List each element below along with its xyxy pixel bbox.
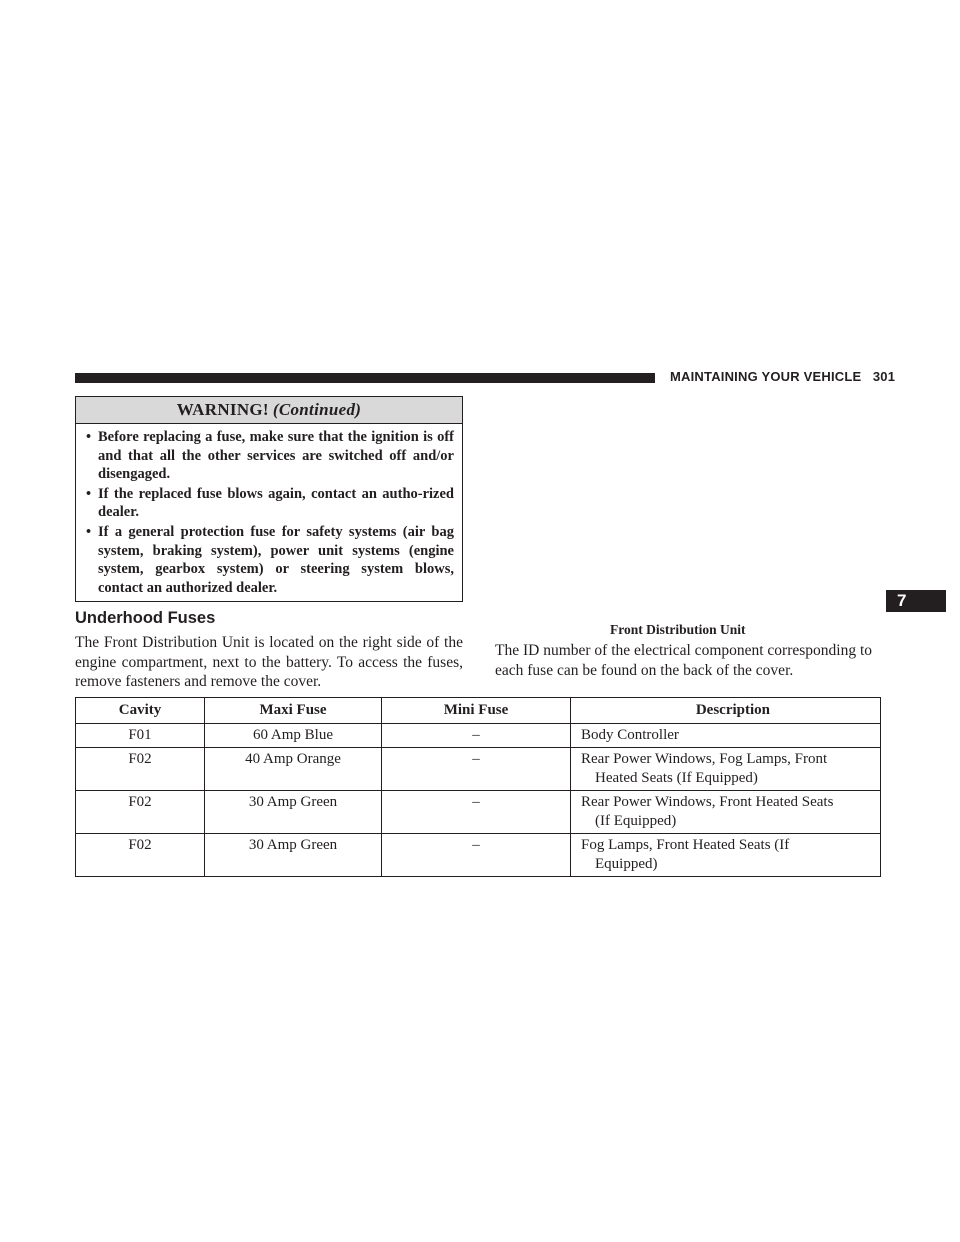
header-maxi-fuse: Maxi Fuse <box>205 698 382 724</box>
bullet-icon: • <box>86 429 92 445</box>
page-number: 301 <box>872 369 896 384</box>
warning-item-text: Before replacing a fuse, make sure that the ignition is off and that all the other services are switched off and/or disengaged. <box>98 429 454 483</box>
table-row <box>76 791 881 834</box>
cell-description <box>571 834 881 877</box>
warning-list <box>76 424 462 597</box>
cell-maxi-fuse: 40 Amp Orange <box>205 748 382 791</box>
warning-title: WARNING! <box>176 400 269 419</box>
header-mini-fuse: Mini Fuse <box>382 698 571 724</box>
cell-maxi-fuse: 30 Amp Green <box>205 834 382 877</box>
cell-maxi-fuse: 60 Amp Blue <box>205 724 382 748</box>
description-line-2: (If Equipped) <box>595 813 677 829</box>
cell-mini-fuse: – <box>382 834 571 877</box>
cell-mini-fuse: – <box>382 791 571 834</box>
description-line-1: Rear Power Windows, Front Heated Seats <box>581 794 834 810</box>
warning-continued: (Continued) <box>272 400 362 419</box>
cell-cavity: F02 <box>76 791 205 834</box>
description-line-1: Body Controller <box>581 727 679 743</box>
page-header <box>670 369 895 384</box>
table-row <box>76 834 881 877</box>
warning-header <box>76 397 462 424</box>
cell-maxi-fuse: 30 Amp Green <box>205 791 382 834</box>
cell-cavity: F01 <box>76 724 205 748</box>
bullet-icon: • <box>86 523 92 540</box>
cell-cavity: F02 <box>76 748 205 791</box>
section-tab: 7 <box>886 590 946 612</box>
header-rule <box>75 373 655 383</box>
cell-mini-fuse: – <box>382 724 571 748</box>
warning-item <box>86 485 454 522</box>
header-cavity: Cavity <box>76 698 205 724</box>
description-line-2: Equipped) <box>595 856 658 872</box>
warning-item-text: If the replaced fuse blows again, contact an autho-rized dealer. <box>98 485 454 521</box>
cell-mini-fuse: – <box>382 748 571 791</box>
description-line-1: Rear Power Windows, Fog Lamps, Front <box>581 751 828 767</box>
fuse-table <box>75 697 881 877</box>
warning-box <box>75 396 463 602</box>
bullet-icon: • <box>86 485 92 502</box>
right-paragraph: The ID number of the electrical component corresponding to each fuse can be found on the back of the cover. <box>495 642 873 679</box>
cell-description <box>571 748 881 791</box>
description-line-2: Heated Seats (If Equipped) <box>595 770 758 786</box>
warning-item-text: If a general protection fuse for safety systems (air bag system, braking system), power unit systems (engine system, gearbox system) or steering system blows, contact an authorized dealer. <box>98 523 454 596</box>
section-heading: Underhood Fuses <box>75 609 216 627</box>
table-row <box>76 748 881 791</box>
description-line-1: Fog Lamps, Front Heated Seats (If <box>581 837 790 853</box>
figure-caption: Front Distribution Unit <box>610 622 746 637</box>
cell-cavity: F02 <box>76 834 205 877</box>
header-title: MAINTAINING YOUR VEHICLE <box>670 369 862 384</box>
section-paragraph: The Front Distribution Unit is located on the right side of the engine compartment, next to the battery. To access the fuses, remove fasteners and remove the cover. <box>75 634 463 690</box>
cell-description <box>571 724 881 748</box>
cell-description <box>571 791 881 834</box>
warning-item <box>86 428 454 484</box>
header-description: Description <box>571 698 881 724</box>
table-header-row <box>76 698 881 724</box>
table-row <box>76 724 881 748</box>
warning-item <box>86 523 454 597</box>
